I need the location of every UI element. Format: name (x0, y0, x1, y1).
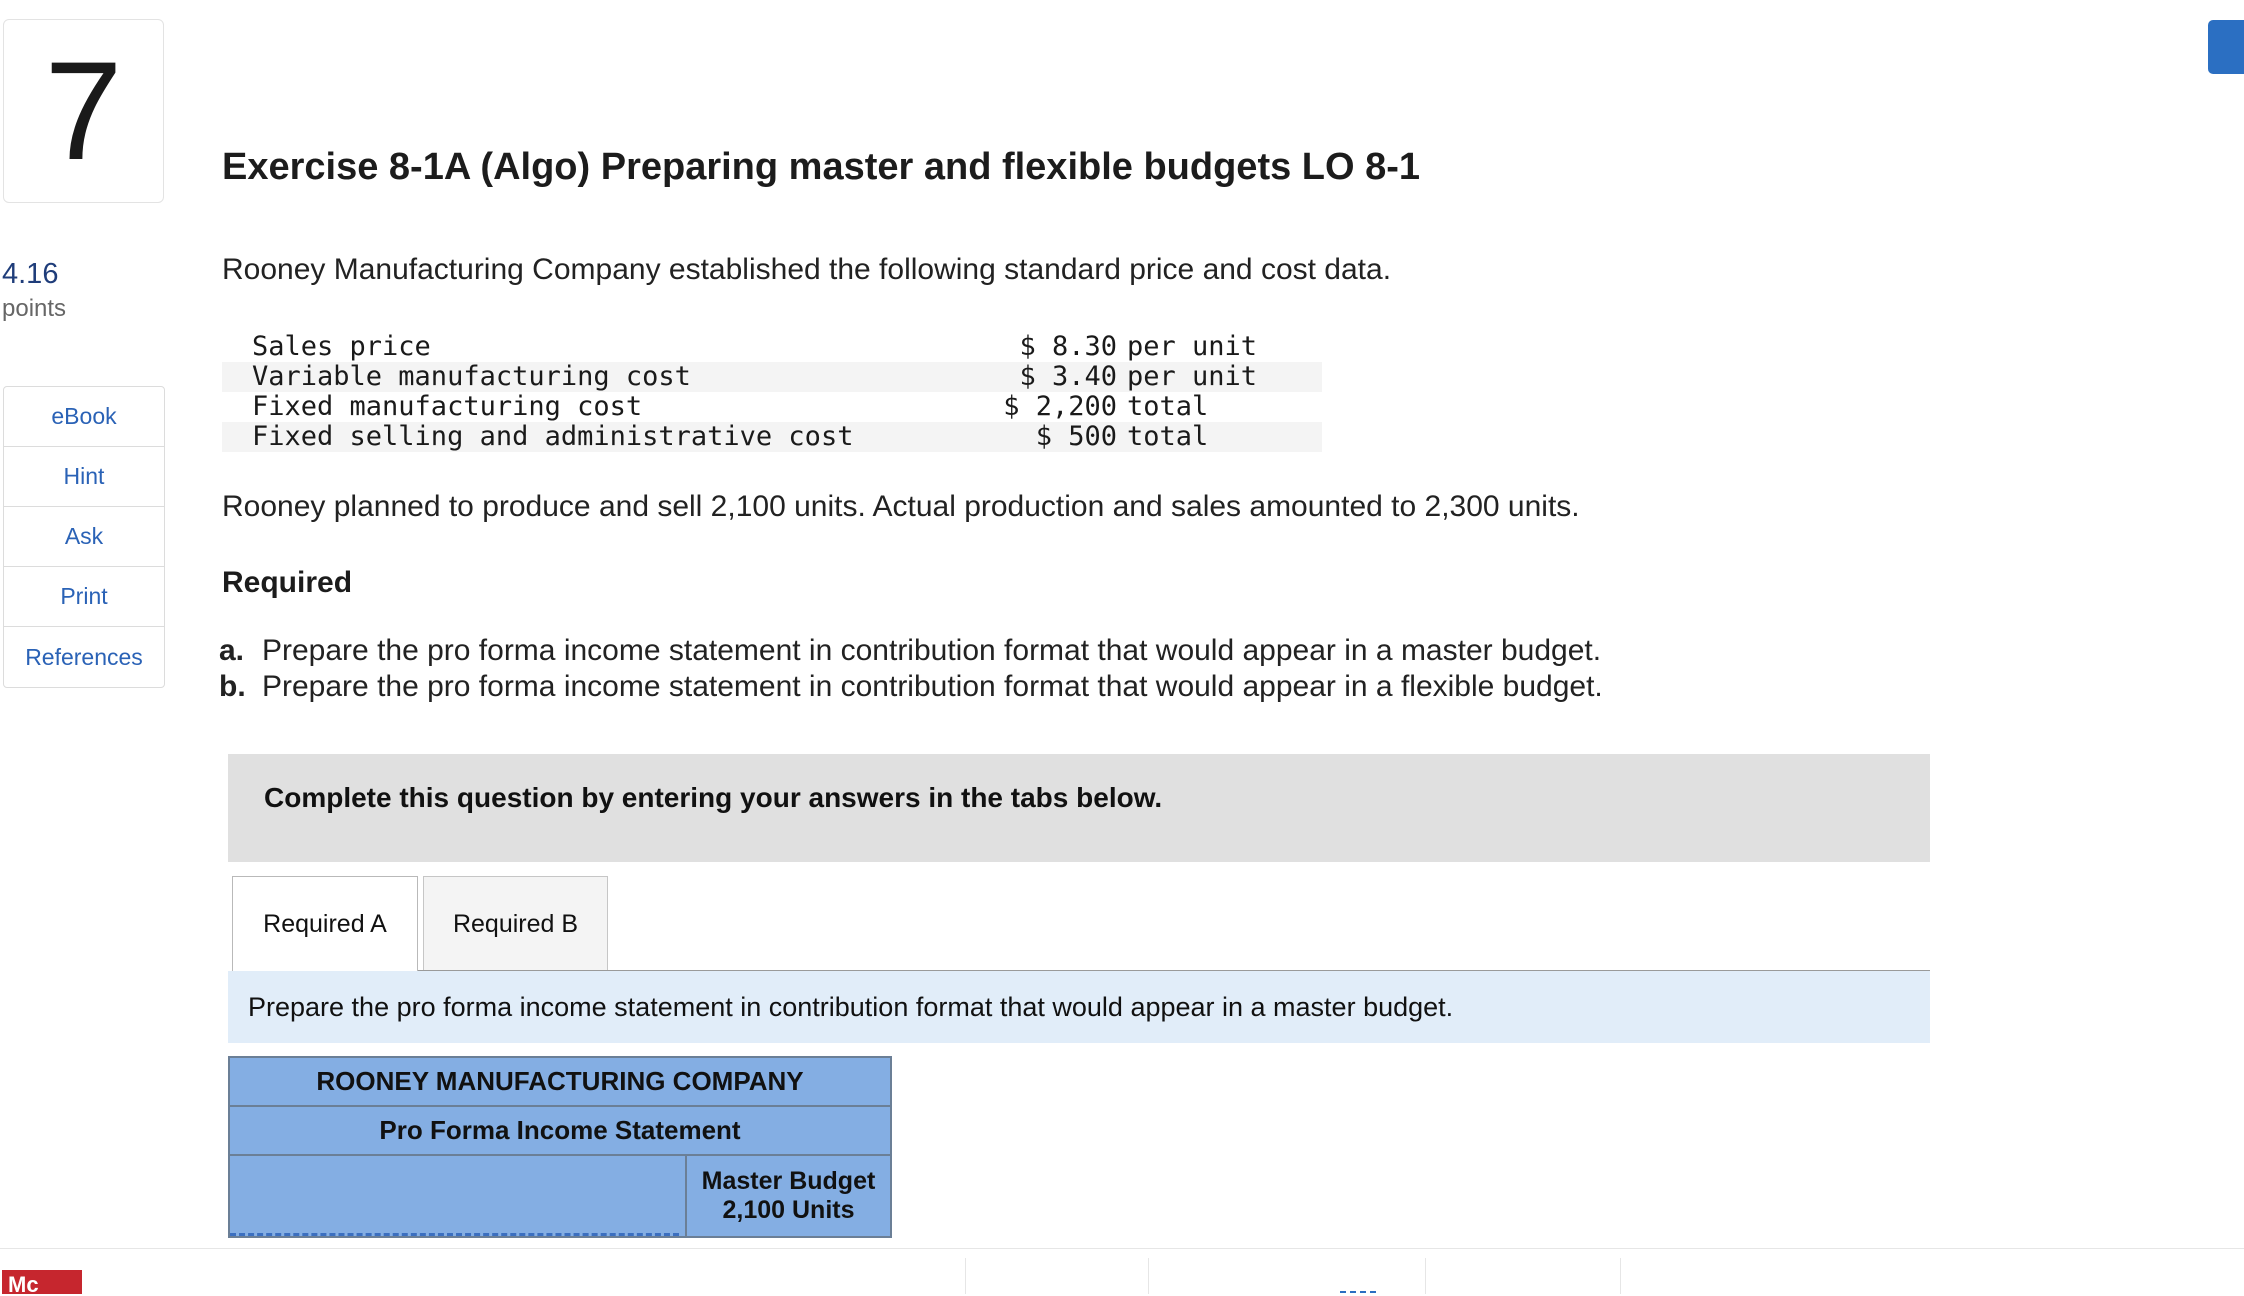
statement-label-header (230, 1156, 687, 1236)
footer-separator (1148, 1258, 1149, 1294)
cost-basis: per unit (1127, 331, 1258, 362)
requirement-letter: a. (219, 634, 245, 667)
tab-required-b[interactable] (423, 876, 608, 972)
statement-title: Pro Forma Income Statement (230, 1107, 890, 1156)
requirement-text: Prepare the pro forma income statement in contribution format that would appear in a flexible budget. (262, 670, 1603, 703)
tab-label: Required A (263, 910, 387, 938)
instruction-banner (228, 754, 1930, 862)
points-label: points (2, 295, 67, 322)
requirement-item (219, 669, 1603, 705)
cost-item: Variable manufacturing cost (222, 362, 887, 392)
cost-basis: total (1127, 391, 1209, 422)
cost-item: Fixed selling and administrative cost (222, 422, 887, 452)
column-units: 2,100 Units (722, 1196, 855, 1224)
mcgraw-hill-logo: Mc (2, 1270, 82, 1294)
intro-text: Rooney Manufacturing Company established the following standard price and cost data. (222, 253, 1392, 286)
requirement-text: Prepare the pro forma income statement in contribution format that would appear in a master budget. (262, 634, 1602, 667)
ask-link[interactable]: Ask (4, 507, 164, 567)
tab-label: Required B (452, 909, 579, 938)
requirements-list (219, 633, 1603, 705)
cost-item: Sales price (252, 331, 431, 362)
footer-separator (965, 1258, 966, 1294)
statement-company-name: ROONEY MANUFACTURING COMPANY (230, 1058, 890, 1107)
cost-row (222, 392, 1322, 422)
income-statement-table (228, 1056, 892, 1238)
cost-row (222, 422, 1322, 452)
cost-basis: per unit (1127, 362, 1322, 392)
cost-data-table (222, 332, 1322, 452)
ebook-link[interactable]: eBook (4, 387, 164, 447)
cost-basis: total (1127, 422, 1322, 452)
print-link[interactable]: Print (4, 567, 164, 627)
requirement-letter: b. (219, 670, 246, 703)
references-link[interactable]: References (25, 643, 143, 670)
cost-amount: $ 3.40 (887, 362, 1127, 392)
tab-description: Prepare the pro forma income statement in contribution format that would appear in a master budget. (228, 971, 1930, 1043)
column-title: Master Budget (701, 1167, 876, 1195)
statement-header-row (230, 1156, 890, 1236)
cost-row (222, 332, 1322, 362)
cost-amount: $ 8.30 (1019, 331, 1117, 362)
sidebar-tools (3, 386, 165, 688)
hint-link[interactable]: Hint (4, 447, 164, 507)
points-value: 4.16 (2, 258, 59, 290)
tab-required-a[interactable] (232, 876, 418, 972)
footer-separator (1620, 1258, 1621, 1294)
cost-row (222, 362, 1322, 392)
exercise-title: Exercise 8-1A (Algo) Preparing master and flexible budgets LO 8-1 (222, 146, 1421, 188)
corner-action-button[interactable] (2208, 20, 2244, 74)
requirement-item (219, 633, 1603, 669)
footer-divider (0, 1248, 2244, 1249)
footer-separator (1425, 1258, 1426, 1294)
question-number: 7 (3, 19, 164, 203)
plan-text: Rooney planned to produce and sell 2,100 units. Actual production and sales amounted to 2,300 units. (222, 490, 1580, 523)
instruction-text: Complete this question by entering your answers in the tabs below. (264, 782, 1163, 813)
cost-amount: $ 2,200 (1003, 391, 1117, 422)
required-heading: Required (222, 566, 353, 599)
master-budget-column-header (687, 1156, 890, 1236)
cost-item: Fixed manufacturing cost (252, 391, 643, 422)
cost-amount: $ 500 (887, 422, 1127, 452)
